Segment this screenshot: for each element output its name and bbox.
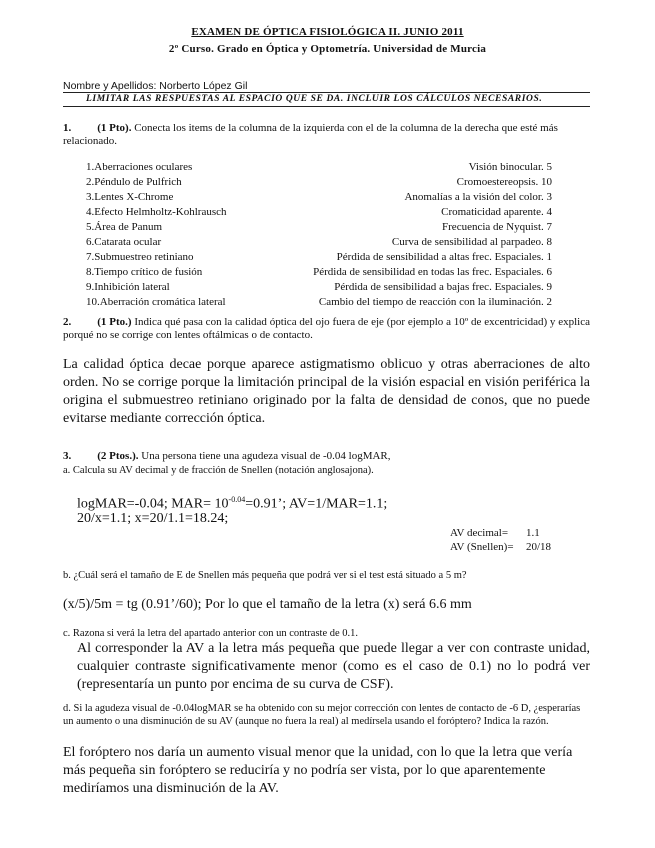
av-decimal-label: AV decimal= xyxy=(450,527,509,539)
question-text: Indica qué pasa con la calidad óptica del ojo fuera de eje (por ejemplo a 10º de excentricidad) y explica porqué no se corrige con lentes oftálmicas o de contacto. xyxy=(63,316,590,341)
question-3a: a. Calcula su AV decimal y de fracción de Snellen (notación anglosajona). xyxy=(63,465,374,476)
left-item: 8.Tiempo crítico de fusión xyxy=(86,266,203,278)
left-item: 4.Efecto Helmholtz-Kohlrausch xyxy=(86,206,227,218)
calc-text: logMAR=-0.04; MAR= 10 xyxy=(77,496,229,512)
right-item: Cromaticidad aparente. 4 xyxy=(441,206,552,218)
av-decimal-value: 1.1 xyxy=(526,527,540,539)
exam-title: EXAMEN DE ÓPTICA FISIOLÓGICA II. JUNIO 2011 xyxy=(191,26,464,38)
question-number: 3. xyxy=(63,450,72,462)
right-item: Cambio del tiempo de reacción con la iluminación. 2 xyxy=(318,296,552,308)
question-points: (1 Pto). xyxy=(97,122,132,134)
answer-2: La calidad óptica decae porque aparece astigmatismo oblicuo y otras aberraciones de alto orden. No se corrige porque la limitación principal de la visión espacial en visión periférica la origina el submuestreo retiniano originado por la falta de densidad de conos, que no puede evitarse mediante corrección óptica. xyxy=(63,357,590,426)
left-item: 10.Aberración cromática lateral xyxy=(86,296,226,308)
left-item: 9.Inhibición lateral xyxy=(86,281,170,293)
left-item: 2.Péndulo de Pulfrich xyxy=(86,176,182,188)
list-item xyxy=(86,175,552,190)
calc-text: =0.91’; AV=1/MAR=1.1; xyxy=(245,496,388,512)
question-number: 1. xyxy=(63,122,72,134)
right-item: Pérdida de sensibilidad a altas frec. Espaciales. 1 xyxy=(336,251,552,263)
answer-3c: Al corresponder la AV a la letra más pequeña que puede llegar a ver con contraste unidad, cualquier contraste significativamente menor (como es el caso de 0.1) no lo podrá ver (representaría un punto por encima de su curva de CSF). xyxy=(77,641,590,692)
list-item xyxy=(86,205,552,220)
list-item xyxy=(86,220,552,235)
right-item: Pérdida de sensibilidad a bajas frec. Espaciales. 9 xyxy=(334,281,552,293)
question-3b: b. ¿Cuál será el tamaño de E de Snellen más pequeña que podrá ver si el test está situado a 5 m? xyxy=(63,570,467,581)
question-number: 2. xyxy=(63,316,72,328)
question-points: (2 Ptos.). xyxy=(97,450,139,462)
av-snellen-value: 20/18 xyxy=(526,541,552,553)
answer-3d: El foróptero nos daría un aumento visual menor que la unidad, con lo que la letra que vería más pequeña sin foróptero se reduciría y no podría ser vista, por lo que aparentemente mediríamos una disminución de la AV. xyxy=(63,745,573,796)
question-3c: c. Razona si verá la letra del apartado anterior con un contraste de 0.1. xyxy=(63,628,359,639)
list-item xyxy=(86,295,552,310)
list-item xyxy=(86,250,552,265)
list-item xyxy=(86,160,552,175)
matching-list xyxy=(86,160,552,310)
question-2 xyxy=(63,316,590,342)
right-item: Curva de sensibilidad al parpadeo. 8 xyxy=(391,236,552,248)
question-1 xyxy=(63,122,590,148)
right-item: Cromoestereopsis. 10 xyxy=(456,176,552,188)
left-item: 6.Catarata ocular xyxy=(86,236,162,248)
question-3 xyxy=(63,450,590,463)
calc-line-2: 20/x=1.1; x=20/1.1=18.24; xyxy=(77,511,229,526)
student-name: Nombre y Apellidos: Norberto López Gil xyxy=(63,80,248,92)
left-item: 5.Área de Panum xyxy=(86,221,163,233)
right-item: Pérdida de sensibilidad en todas las frec. Espaciales. 6 xyxy=(313,266,552,278)
right-item: Frecuencia de Nyquist. 7 xyxy=(442,221,552,233)
right-item: Visión binocular. 5 xyxy=(468,161,552,173)
list-item xyxy=(86,235,552,250)
question-text: Una persona tiene una agudeza visual de -0.04 logMAR, xyxy=(138,450,391,462)
left-item: 7.Submuestreo retiniano xyxy=(86,251,194,263)
question-points: (1 Pto.) xyxy=(97,316,132,328)
left-item: 1.Aberraciones oculares xyxy=(86,161,193,173)
list-item xyxy=(86,265,552,280)
list-item xyxy=(86,280,552,295)
av-snellen-label: AV (Snellen)= xyxy=(450,541,514,553)
question-3d: d. Si la agudeza visual de -0.04logMAR se ha obtenido con su mejor corrección con lentes de contacto de -6 D, ¿esperarías un aumento o una disminución de su AV (aunque no fuera la real) al medírsela usando el foróptero? Indica la razón. xyxy=(63,703,581,727)
right-item: Anomalías a la visión del color. 3 xyxy=(404,191,552,203)
question-text: Conecta los items de la columna de la izquierda con el de la columna de la derecha que esté más relacionado. xyxy=(63,122,558,147)
instructions-divider xyxy=(63,106,590,107)
left-item: 3.Lentes X-Chrome xyxy=(86,191,174,203)
list-item xyxy=(86,190,552,205)
name-divider xyxy=(63,92,590,93)
instructions: LIMITAR LAS RESPUESTAS AL ESPACIO QUE SE DA. INCLUIR LOS CÁLCULOS NECESARIOS. xyxy=(86,94,543,104)
answer-3b: (x/5)/5m = tg (0.91’/60); Por lo que el tamaño de la letra (x) será 6.6 mm xyxy=(63,597,472,612)
exam-subtitle: 2º Curso. Grado en Óptica y Optometría. Universidad de Murcia xyxy=(168,43,487,55)
calc-exponent: -0.04 xyxy=(228,495,246,504)
